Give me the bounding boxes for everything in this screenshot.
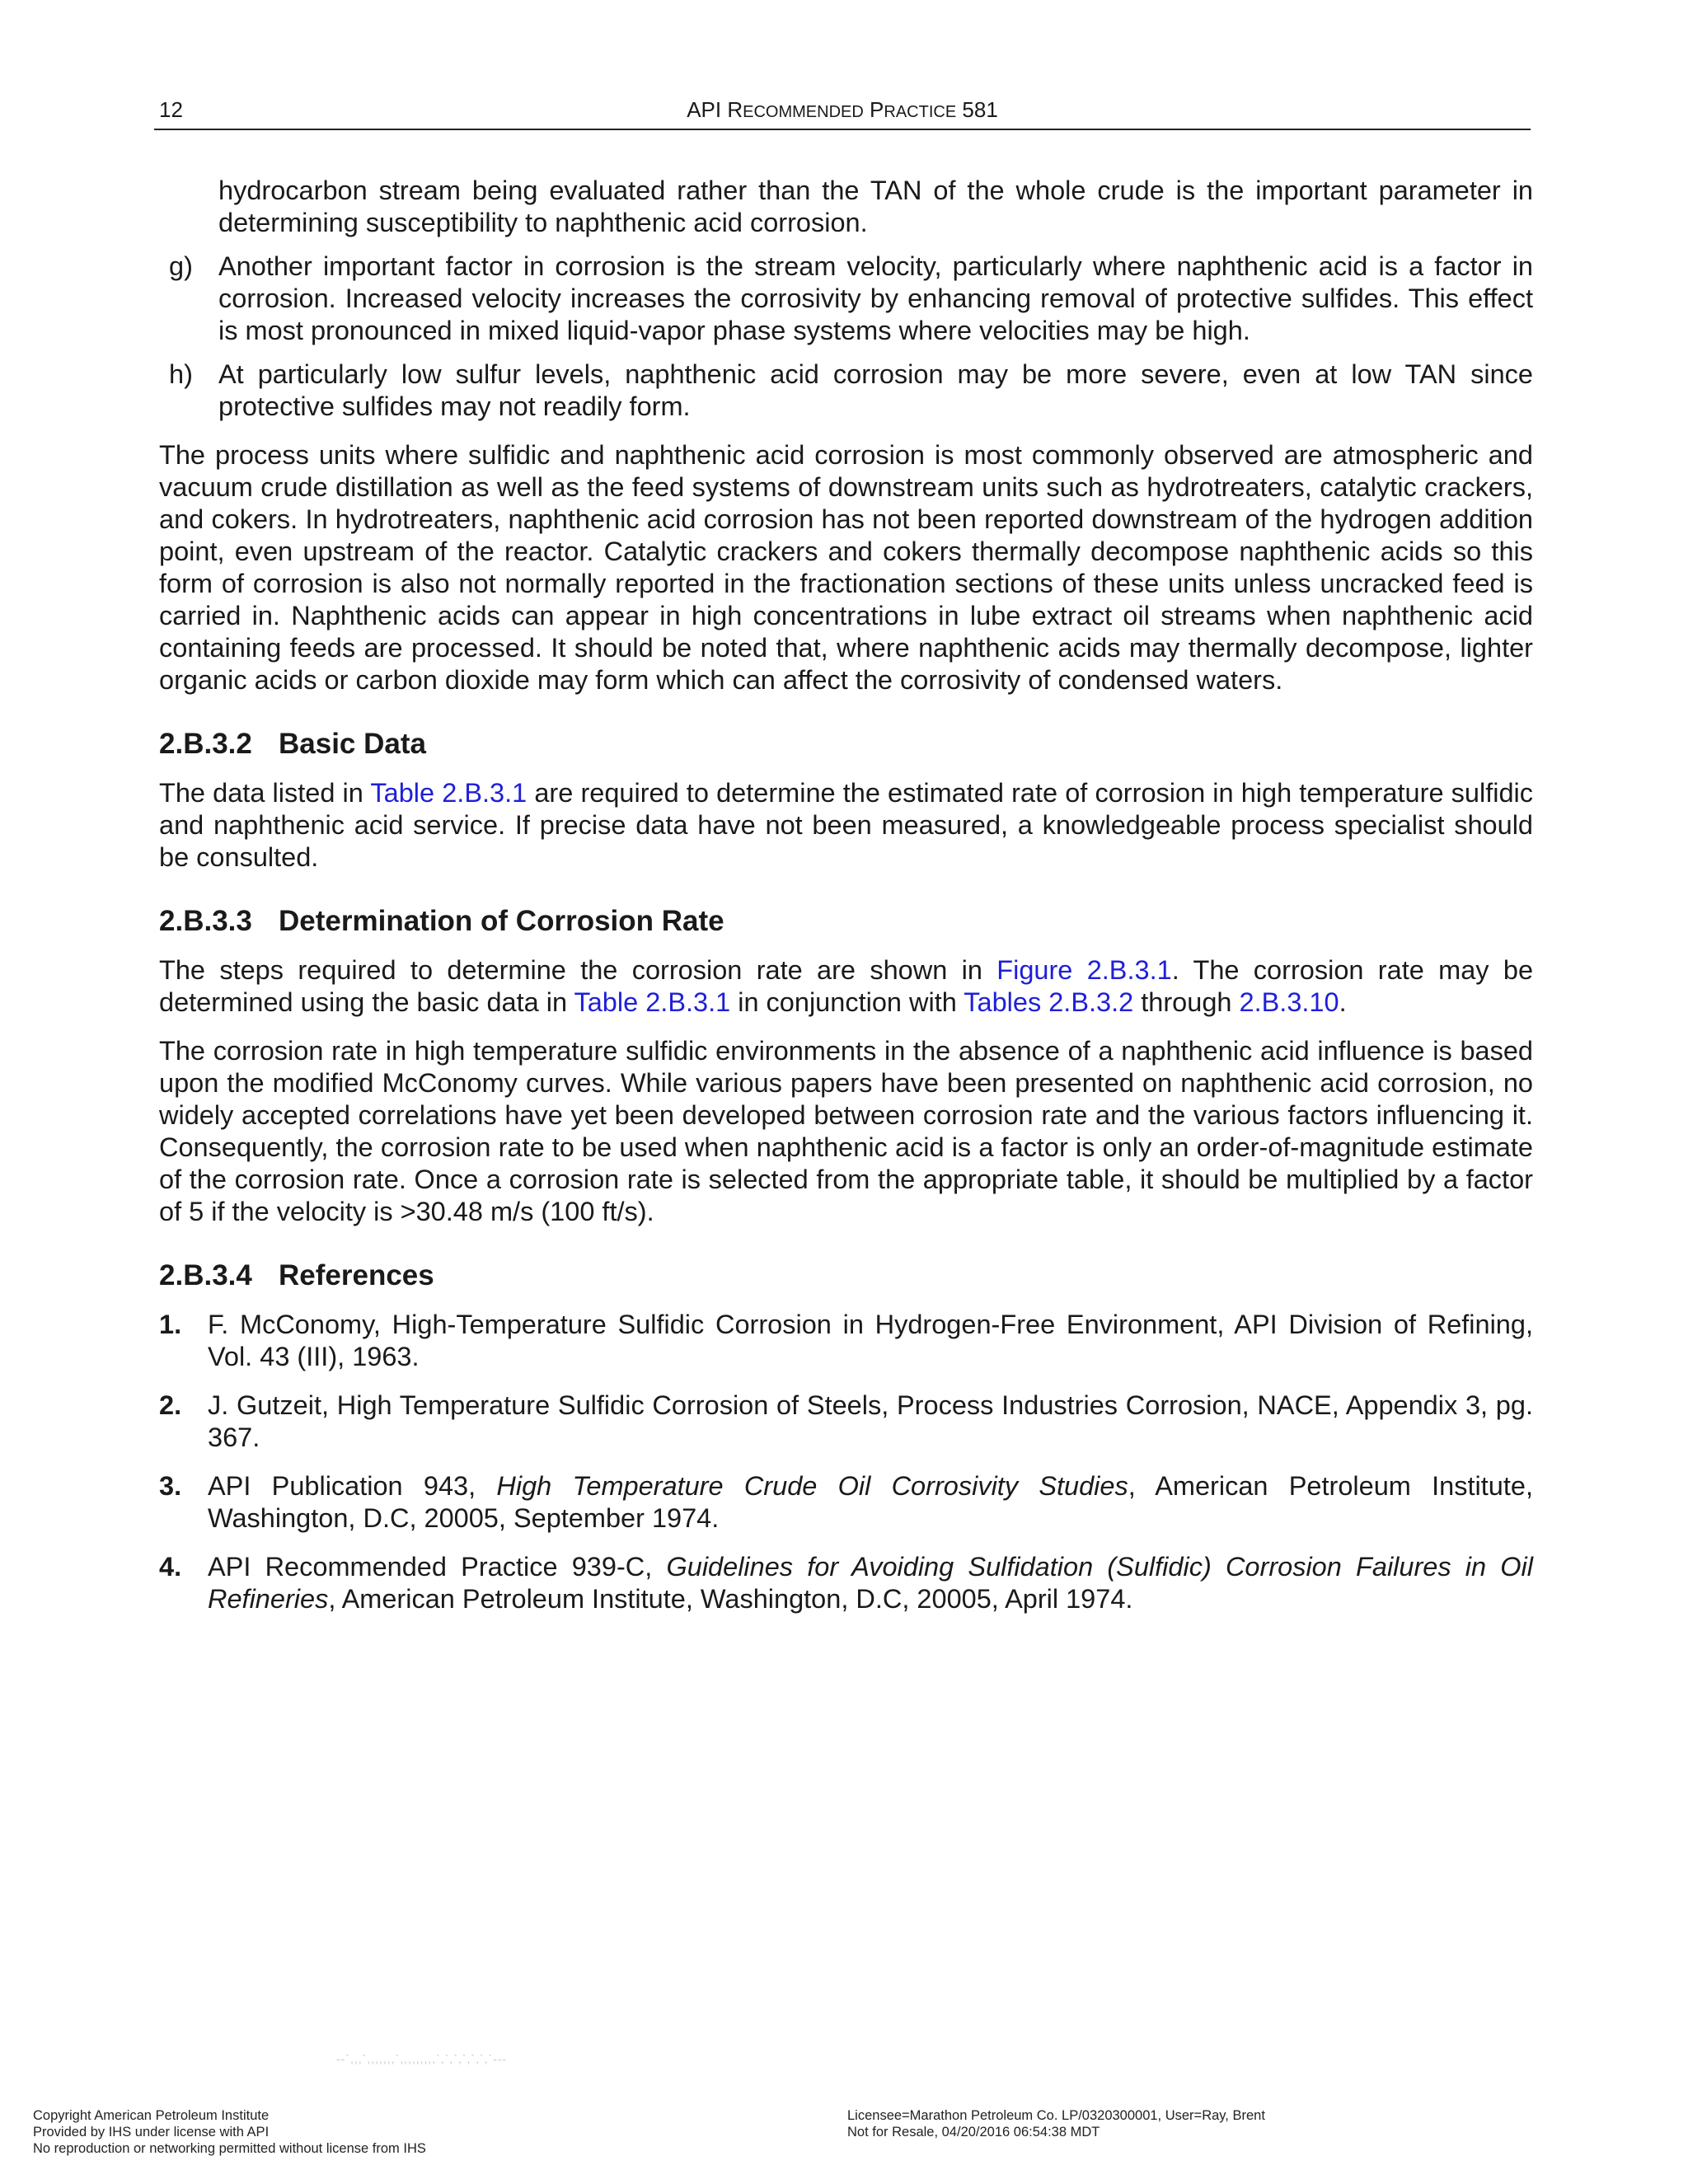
process-units-paragraph: The process units where sulfidic and naphthenic acid corrosion is most commonly observed are atmospheric and vacuum crude distillation as well as the feed systems of downstream units such as hydrotreaters, catalytic crackers, and cokers. In hydrotreaters, naphthenic acid corrosion has not been reported downstream of the hydrogen addition point, even upstream of the reactor. Catalytic crackers and cokers thermally decompose naphthenic acids so this form of corrosion is also not normally reported in the fractionation sections of these units unless uncracked feed is carried in. Naphthenic acids can appear in high concentrations in lube extract oil streams when naphthenic acid containing feeds are processed. It should be noted that, where naphthenic acids may thermally decompose, lighter organic acids or carbon dioxide may form which can affect the corrosivity of condensed waters. xyxy=(159,440,1533,695)
section-heading-references: 2.B.3.4 References xyxy=(159,1259,434,1291)
link-table-2b31[interactable]: Table 2.B.3.1 xyxy=(370,778,528,808)
list-item xyxy=(159,251,1533,347)
corrosion-rate-steps-paragraph: The steps required to determine the corrosion rate are shown in Figure 2.B.3.1. The corrosion rate may be determined using the basic data in Table 2.B.3.1 in conjunction with Tables 2.B.3.2 through 2.B.3.10. xyxy=(159,955,1534,1017)
link-table-2b310[interactable]: 2.B.3.10 xyxy=(1239,987,1339,1017)
link-table-2b31[interactable]: Table 2.B.3.1 xyxy=(574,987,731,1017)
reference-title: High Temperature Crude Oil Corrosivity Studies xyxy=(496,1471,1128,1501)
reference-item xyxy=(159,1551,1533,1615)
reference-number: 3. xyxy=(159,1471,182,1501)
corrosion-rate-paragraph: The corrosion rate in high temperature sulfidic environments in the absence of a naphthenic acid influence is based upon the modified McConomy curves. While various papers have been presented on naphthenic acid corrosion, no widely accepted correlations have yet been developed between corrosion rate and the various factors influencing it. Consequently, the corrosion rate to be used when naphthenic acid is a factor is only an order-of-magnitude estimate of the corrosion rate. Once a corrosion rate is selected from the appropriate table, it should be multiplied by a factor of 5 if the velocity is >30.48 m/s (100 ft/s). xyxy=(159,1036,1533,1226)
page-content xyxy=(159,175,1533,1615)
reference-number: 2. xyxy=(159,1390,182,1420)
section-heading-corrosion-rate: 2.B.3.3 Determination of Corrosion Rate xyxy=(159,905,724,937)
running-title: API RECOMMENDED PRACTICE 581 xyxy=(687,97,998,122)
list-marker: g) xyxy=(169,251,193,281)
list-item xyxy=(159,359,1533,423)
basic-data-paragraph: The data listed in Table 2.B.3.1 are required to determine the estimated rate of corrosion in high temperature sulfidic and naphthenic acid service. If precise data have not been measured, a knowledgeable process specialist should be consulted. xyxy=(159,778,1533,872)
footer-copyright: Copyright American Petroleum Institute Provided by IHS under license with API No reproduction or networking permitted without license from IHS xyxy=(33,2108,426,2156)
reference-text: F. McConomy, High-Temperature Sulfidic Corrosion in Hydrogen-Free Environment, API Division of Refining, Vol. 43 (III), 1963. xyxy=(208,1310,1533,1371)
continued-list-item-text: hydrocarbon stream being evaluated rather than the TAN of the whole crude is the important parameter in determining susceptibility to naphthenic acid corrosion. xyxy=(218,176,1533,237)
list-item-text: Another important factor in corrosion is the stream velocity, particularly where naphthenic acid is a factor in corrosion. Increased velocity increases the corrosivity by enhancing removal of protective sulfides. This effect is most pronounced in mixed liquid-vapor phase systems where velocities may be high. xyxy=(218,251,1533,345)
list-marker: h) xyxy=(169,359,193,389)
reference-number: 1. xyxy=(159,1310,182,1339)
reference-item xyxy=(159,1470,1533,1535)
reference-text: API Recommended Practice 939-C, Guidelines for Avoiding Sulfidation (Sulfidic) Corrosion Failures in Oil Refineries, American Petroleum Institute, Washington, D.C, 20005, April 1974. xyxy=(208,1552,1533,1614)
watermark: --`,,,`,,,,,,,`,,,,,,,,,`,`,`,`,`,`,`--- xyxy=(336,2052,508,2065)
page-number: 12 xyxy=(159,97,183,122)
reference-number: 4. xyxy=(159,1552,182,1582)
reference-text: API Publication 943, High Temperature Crude Oil Corrosivity Studies, American Petroleum Institute, Washington, D.C, 20005, September 1974. xyxy=(208,1471,1533,1533)
link-figure-2b31[interactable]: Figure 2.B.3.1 xyxy=(996,955,1172,985)
list-item-text: At particularly low sulfur levels, naphthenic acid corrosion may be more severe, even at low TAN since protective sulfides may not readily form. xyxy=(218,359,1533,421)
reference-item xyxy=(159,1390,1533,1454)
section-heading-basic-data: 2.B.3.2 Basic Data xyxy=(159,728,426,760)
page-header xyxy=(154,96,1531,130)
reference-title: Guidelines for Avoiding Sulfidation (Sulfidic) Corrosion Failures in Oil Refineries xyxy=(208,1552,1533,1614)
reference-text: J. Gutzeit, High Temperature Sulfidic Corrosion of Steels, Process Industries Corrosion, NACE, Appendix 3, pg. 367. xyxy=(208,1390,1533,1452)
footer-license: Licensee=Marathon Petroleum Co. LP/0320300001, User=Ray, Brent Not for Resale, 04/20/2016 06:54:38 MDT xyxy=(847,2108,1265,2139)
reference-item xyxy=(159,1309,1533,1373)
link-tables-2b32[interactable]: Tables 2.B.3.2 xyxy=(964,987,1134,1017)
